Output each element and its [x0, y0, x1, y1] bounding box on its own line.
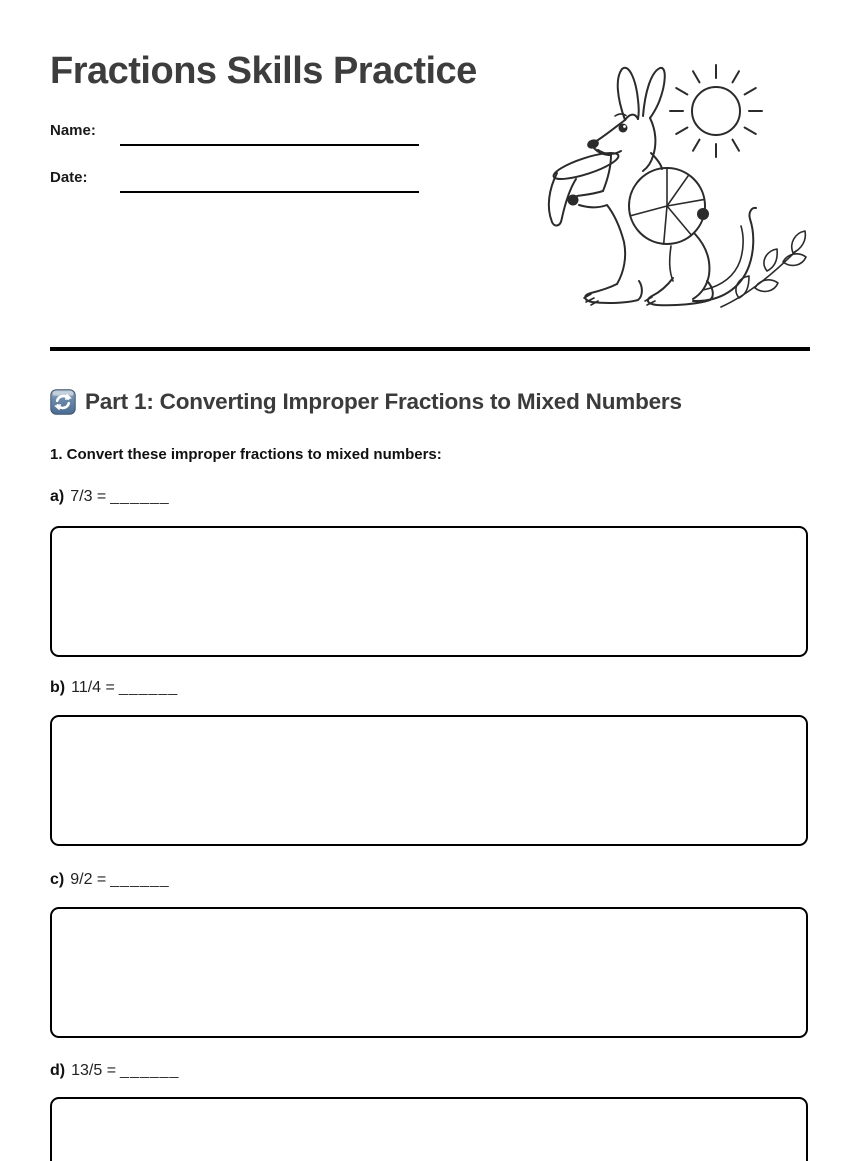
question-d-blank[interactable]: ______	[120, 1062, 180, 1079]
answer-box-c[interactable]	[50, 907, 808, 1038]
question-c-label	[50, 871, 170, 889]
question-c-expression: 9/2 =	[70, 871, 107, 888]
part1-heading-text: Part 1: Converting Improper Fractions to Mixed Numbers	[85, 389, 682, 414]
fraction-pie	[629, 168, 705, 244]
question-c-letter: c)	[50, 871, 65, 888]
question-a-letter: a)	[50, 488, 65, 505]
answer-box-b[interactable]	[50, 715, 808, 846]
kangaroo-body	[549, 68, 756, 305]
kangaroo-illustration	[543, 56, 813, 318]
page-title: Fractions Skills Practice	[50, 50, 477, 92]
question-d-expression: 13/5 =	[71, 1062, 117, 1079]
question-b-label	[50, 679, 178, 697]
question-b-blank[interactable]: ______	[118, 679, 179, 696]
question1-instruction: 1. Convert these improper fractions to mixed numbers:	[50, 446, 442, 463]
sun-icon	[670, 65, 762, 157]
answer-box-a[interactable]	[50, 526, 808, 657]
part1-heading	[50, 389, 682, 415]
question-d-label	[50, 1062, 179, 1080]
section-divider	[50, 347, 810, 351]
question-d-letter: d)	[50, 1062, 66, 1079]
branch-with-leaves	[721, 231, 806, 307]
question-a-blank[interactable]: ______	[110, 488, 170, 505]
question-a-expression: 7/3 =	[70, 488, 107, 505]
question-b-letter: b)	[50, 679, 66, 696]
name-fill-line[interactable]	[120, 144, 419, 146]
date-label: Date:	[50, 169, 88, 186]
refresh-arrows-icon	[50, 389, 76, 415]
date-fill-line[interactable]	[120, 191, 419, 193]
question-a-label	[50, 488, 170, 506]
answer-box-d[interactable]	[50, 1097, 808, 1161]
name-label: Name:	[50, 122, 96, 139]
question-b-expression: 11/4 =	[71, 679, 115, 696]
question-c-blank[interactable]: ______	[110, 871, 170, 888]
kangaroo-fraction-pie-sun-drawing	[543, 56, 813, 318]
